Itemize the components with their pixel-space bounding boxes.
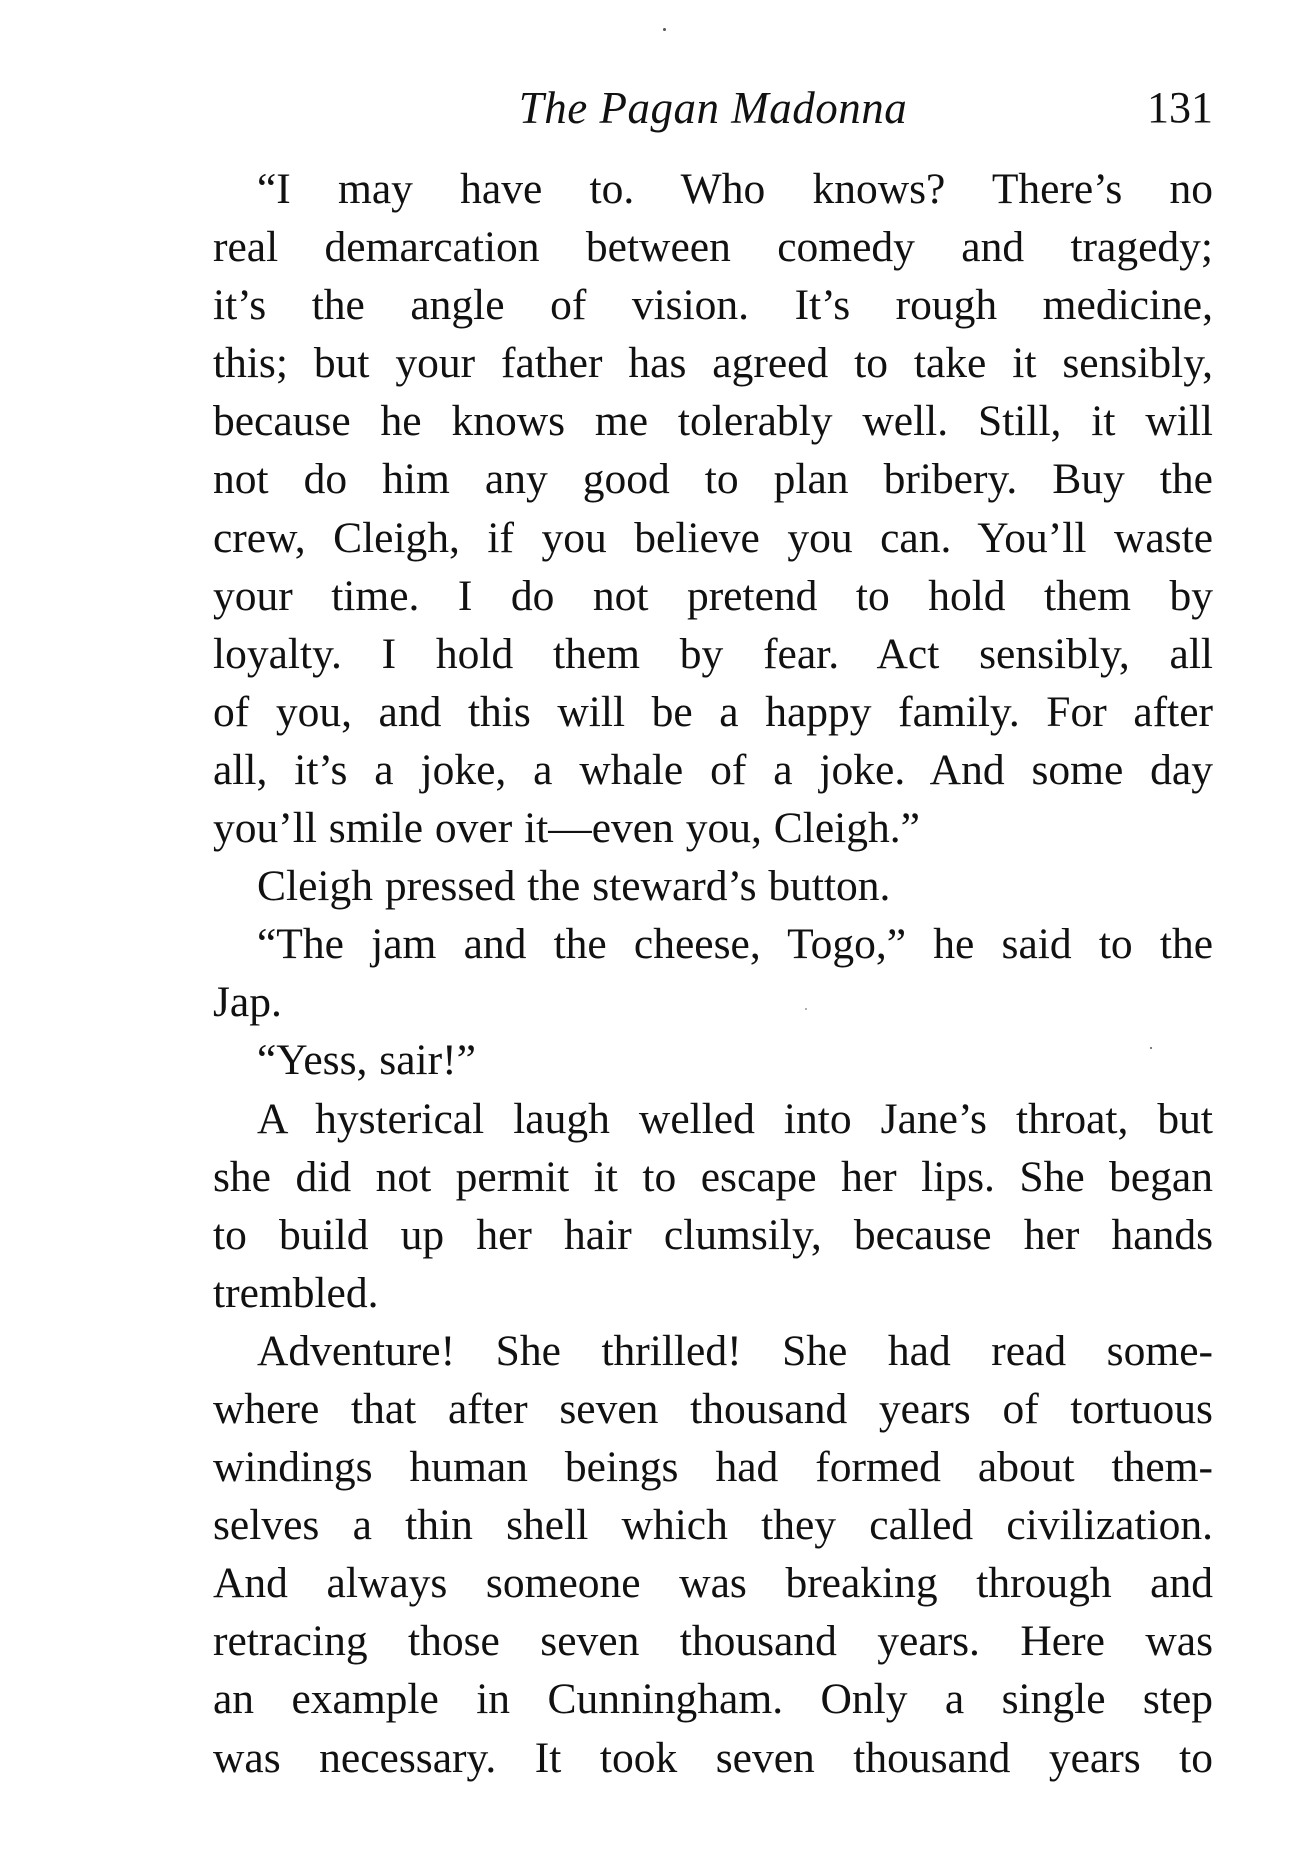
running-head	[213, 78, 1213, 138]
text-line: Cleigh pressed the steward’s button.	[257, 862, 891, 911]
text-line: “The jam and the cheese, Togo,” he said to the	[257, 920, 1213, 969]
text-line: crew, Cleigh, if you believe you can. You’ll waste	[213, 513, 1213, 562]
text-line: where that after seven thousand years of tortuous	[213, 1384, 1213, 1433]
text-line: “I may have to. Who knows? There’s no	[257, 165, 1213, 213]
text-line: real demarcation between comedy and tragedy;	[213, 223, 1213, 272]
text-line: it’s the angle of vision. It’s rough medicine,	[213, 281, 1213, 330]
body-text	[213, 160, 1213, 1787]
running-title: The Pagan Madonna	[518, 83, 908, 133]
text-line: trembled.	[213, 1268, 379, 1317]
text-line: Jap.	[213, 978, 282, 1027]
text-line: not do him any good to plan bribery. Buy the	[213, 455, 1213, 504]
text-line: an example in Cunningham. Only a single step	[213, 1675, 1213, 1724]
text-line: “Yess, sair!”	[257, 1036, 476, 1085]
text-line: because he knows me tolerably well. Still, it will	[213, 397, 1213, 446]
text-line: Adventure! She thrilled! She had read some-	[257, 1326, 1213, 1375]
text-line: And always someone was breaking through and	[213, 1559, 1213, 1608]
text-line: windings human beings had formed about them-	[213, 1443, 1213, 1492]
paper-speck	[663, 28, 666, 31]
text-line: all, it’s a joke, a whale of a joke. And some day	[213, 745, 1213, 794]
text-line: selves a thin shell which they called civilization.	[213, 1501, 1213, 1550]
text-line: A hysterical laugh welled into Jane’s throat, but	[257, 1094, 1213, 1143]
text-line: of you, and this will be a happy family. For after	[213, 687, 1213, 736]
text-line: to build up her hair clumsily, because her hands	[213, 1210, 1213, 1259]
text-line: loyalty. I hold them by fear. Act sensibly, all	[213, 629, 1213, 678]
page-number: 131	[1147, 83, 1213, 132]
text-line: this; but your father has agreed to take it sensibly,	[213, 339, 1213, 388]
text-line: she did not permit it to escape her lips. She began	[213, 1152, 1213, 1201]
text-line: was necessary. It took seven thousand years to	[213, 1733, 1213, 1782]
text-line: you’ll smile over it—even you, Cleigh.”	[213, 804, 920, 853]
text-line: your time. I do not pretend to hold them by	[213, 571, 1213, 620]
text-line: retracing those seven thousand years. Here was	[213, 1617, 1213, 1666]
